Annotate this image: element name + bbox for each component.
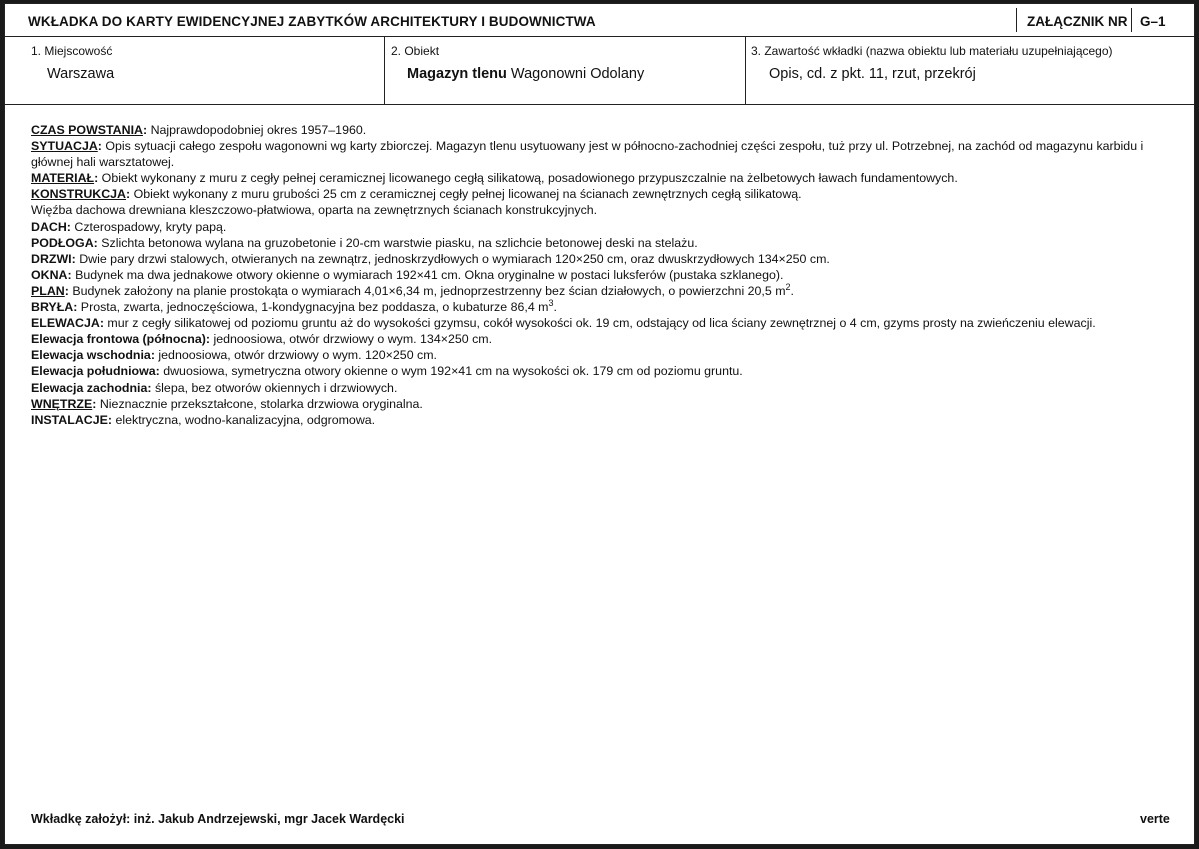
field-divider	[384, 36, 385, 104]
description-body	[31, 122, 1181, 428]
section-paragraph	[31, 122, 1181, 138]
object-value-rest: Wagonowni Odolany	[506, 66, 645, 82]
section-label: PODŁOGA	[31, 235, 94, 250]
section-label: Elewacja zachodnia	[31, 380, 148, 395]
section-separator: :	[67, 267, 72, 282]
section-label: PLAN	[31, 283, 65, 298]
section-separator: :	[71, 251, 76, 266]
section-paragraph	[31, 170, 1181, 186]
section-text: Obiekt wykonany z muru z cegły pełnej ceramicznej licowanego cegłą silikatową, posadowionego przypuszczalnie na żelbetowych ławach fundamentowych.	[98, 171, 958, 186]
section-text: dwuosiowa, symetryczna otwory okienne o wym 192×41 cm na wysokości ok. 179 cm od poziomu gruntu.	[159, 364, 743, 379]
attachment-number: G–1	[1140, 14, 1166, 29]
header-divider	[1131, 8, 1132, 32]
header-divider	[1016, 8, 1017, 32]
section-label: ELEWACJA	[31, 316, 100, 331]
section-paragraph	[31, 251, 1181, 267]
section-paragraph	[31, 412, 1181, 428]
section-label: OKNA	[31, 267, 68, 282]
content-label: 3. Zawartość wkładki (nazwa obiektu lub materiału uzupełniającego)	[751, 44, 1113, 58]
section-separator: :	[155, 364, 160, 379]
section-text: Czterospadowy, kryty papą.	[70, 219, 227, 234]
object-label: 2. Obiekt	[391, 44, 440, 58]
section-label: SYTUACJA	[31, 139, 98, 154]
document-title: WKŁADKA DO KARTY EWIDENCYJNEJ ZABYTKÓW ARCHITEKTURY I BUDOWNICTWA	[28, 14, 596, 29]
section-label: MATERIAŁ	[31, 171, 95, 186]
section-paragraph	[31, 363, 1181, 379]
unit-superscript: 3	[548, 297, 554, 308]
section-label: DACH	[31, 219, 67, 234]
section-text: Opis sytuacji całego zespołu wagonowni wg karty zbiorczej. Magazyn tlenu usytuowany jest w północno-zachodniej części zespołu, tuż przy ul. Potrzebnej, na zachód od magazynu karbidu i głównej hali warsztatowej.	[31, 139, 1144, 170]
section-separator: :	[142, 123, 148, 137]
section-separator: :	[94, 171, 99, 186]
section-text: Więźba dachowa drewniana kleszczowo-płatwiowa, oparta na zewnętrznych ścianach konstrukcyjnych.	[31, 203, 598, 218]
section-label: WNĘTRZE	[31, 396, 93, 411]
section-separator: :	[92, 396, 97, 411]
verte-label: verte	[1140, 812, 1170, 826]
section-text: ślepa, bez otworów okiennych i drzwiowych.	[151, 380, 398, 395]
section-label: Elewacja frontowa (północna)	[31, 332, 206, 347]
locality-value: Warszawa	[47, 66, 115, 82]
locality-label: 1. Miejscowość	[31, 44, 113, 58]
section-label: CZAS POWSTANIA	[31, 123, 143, 137]
author-line: Wkładkę założył: inż. Jakub Andrzejewski, mgr Jacek Wardęcki	[31, 812, 405, 826]
section-paragraph	[31, 267, 1181, 283]
header-row	[5, 4, 1194, 37]
section-text-end: .	[553, 300, 557, 315]
section-text-end: .	[790, 283, 794, 298]
section-text: Obiekt wykonany z muru grubości 25 cm z ceramicznej cegły pełnej licowanej na ścianach zewnętrznych cegłą silikatową.	[130, 187, 802, 202]
object-value-bold: Magazyn tlenu	[407, 66, 507, 82]
section-paragraph	[31, 138, 1181, 170]
section-paragraph	[31, 219, 1181, 235]
document-sheet	[4, 3, 1195, 845]
section-paragraph	[31, 283, 1181, 299]
section-separator: :	[107, 412, 113, 427]
section-paragraph	[31, 331, 1181, 347]
section-text: jednoosiowa, otwór drzwiowy o wym. 134×250 cm.	[210, 332, 493, 347]
section-paragraph	[31, 380, 1181, 396]
content-value: Opis, cd. z pkt. 11, rzut, przekrój	[769, 66, 976, 82]
section-text: jednoosiowa, otwór drzwiowy o wym. 120×250 cm.	[154, 348, 437, 363]
section-label: KONSTRUKCJA	[31, 187, 126, 202]
section-paragraph	[31, 396, 1181, 412]
fields-row	[5, 36, 1194, 105]
section-label: INSTALACJE	[31, 412, 108, 427]
section-separator: :	[66, 219, 71, 234]
section-text: Szlichta betonowa wylana na gruzobetonie i 20-cm warstwie piasku, na szlichcie betonowej deski na stelażu.	[97, 235, 698, 250]
section-separator: :	[150, 348, 155, 363]
section-paragraph	[31, 299, 1181, 315]
unit-superscript: 2	[785, 281, 791, 292]
section-separator: :	[126, 187, 131, 202]
section-text: mur z cegły silikatowej od poziomu gruntu aż do wysokości gzymsu, cokół wysokości ok. 19 cm, odstający od lica ściany zewnętrznej o 4 cm, gzyms prosty na zwieńczeniu elewacji.	[103, 316, 1096, 331]
section-label: Elewacja południowa	[31, 364, 156, 379]
section-text: Budynek założony na planie prostokąta o wymiarach 4,01×6,34 m, jednoprzestrzenny bez ścian działowych, o powierzchni 20,5 m	[68, 283, 786, 298]
section-paragraph	[31, 186, 1181, 202]
object-value	[407, 66, 644, 82]
field-divider	[745, 36, 746, 104]
section-separator: :	[97, 139, 102, 154]
section-label: DRZWI	[31, 251, 72, 266]
section-paragraph	[31, 347, 1181, 363]
section-paragraph	[31, 315, 1181, 331]
section-separator: :	[73, 300, 78, 315]
section-paragraph	[31, 202, 1181, 218]
section-text: Prosta, zwarta, jednoczęściowa, 1-kondygnacyjna bez poddasza, o kubaturze 86,4 m	[77, 300, 549, 315]
section-label: Elewacja wschodnia	[31, 348, 151, 363]
section-text: Nieznacznie przekształcone, stolarka drzwiowa oryginalna.	[96, 396, 423, 411]
section-text: Dwie pary drzwi stalowych, otwieranych na zewnątrz, jednoskrzydłowych o wymiarach 120×250 cm, oraz dwuskrzydłowych 134×250 cm.	[75, 251, 830, 266]
attachment-label: ZAŁĄCZNIK NR	[1027, 14, 1128, 29]
section-separator: :	[99, 316, 104, 331]
section-text: elektryczna, wodno-kanalizacyjna, odgromowa.	[112, 412, 376, 427]
section-separator: :	[93, 235, 98, 250]
section-separator: :	[64, 283, 69, 298]
section-separator: :	[147, 380, 152, 395]
section-text: Najprawdopodobniej okres 1957–1960.	[147, 123, 367, 137]
section-separator: :	[205, 332, 211, 347]
section-text: Budynek ma dwa jednakowe otwory okienne o wymiarach 192×41 cm. Okna oryginalne w postaci luksferów (pustaka szklanego).	[71, 267, 784, 282]
section-paragraph	[31, 235, 1181, 251]
section-label: BRYŁA	[31, 300, 74, 315]
